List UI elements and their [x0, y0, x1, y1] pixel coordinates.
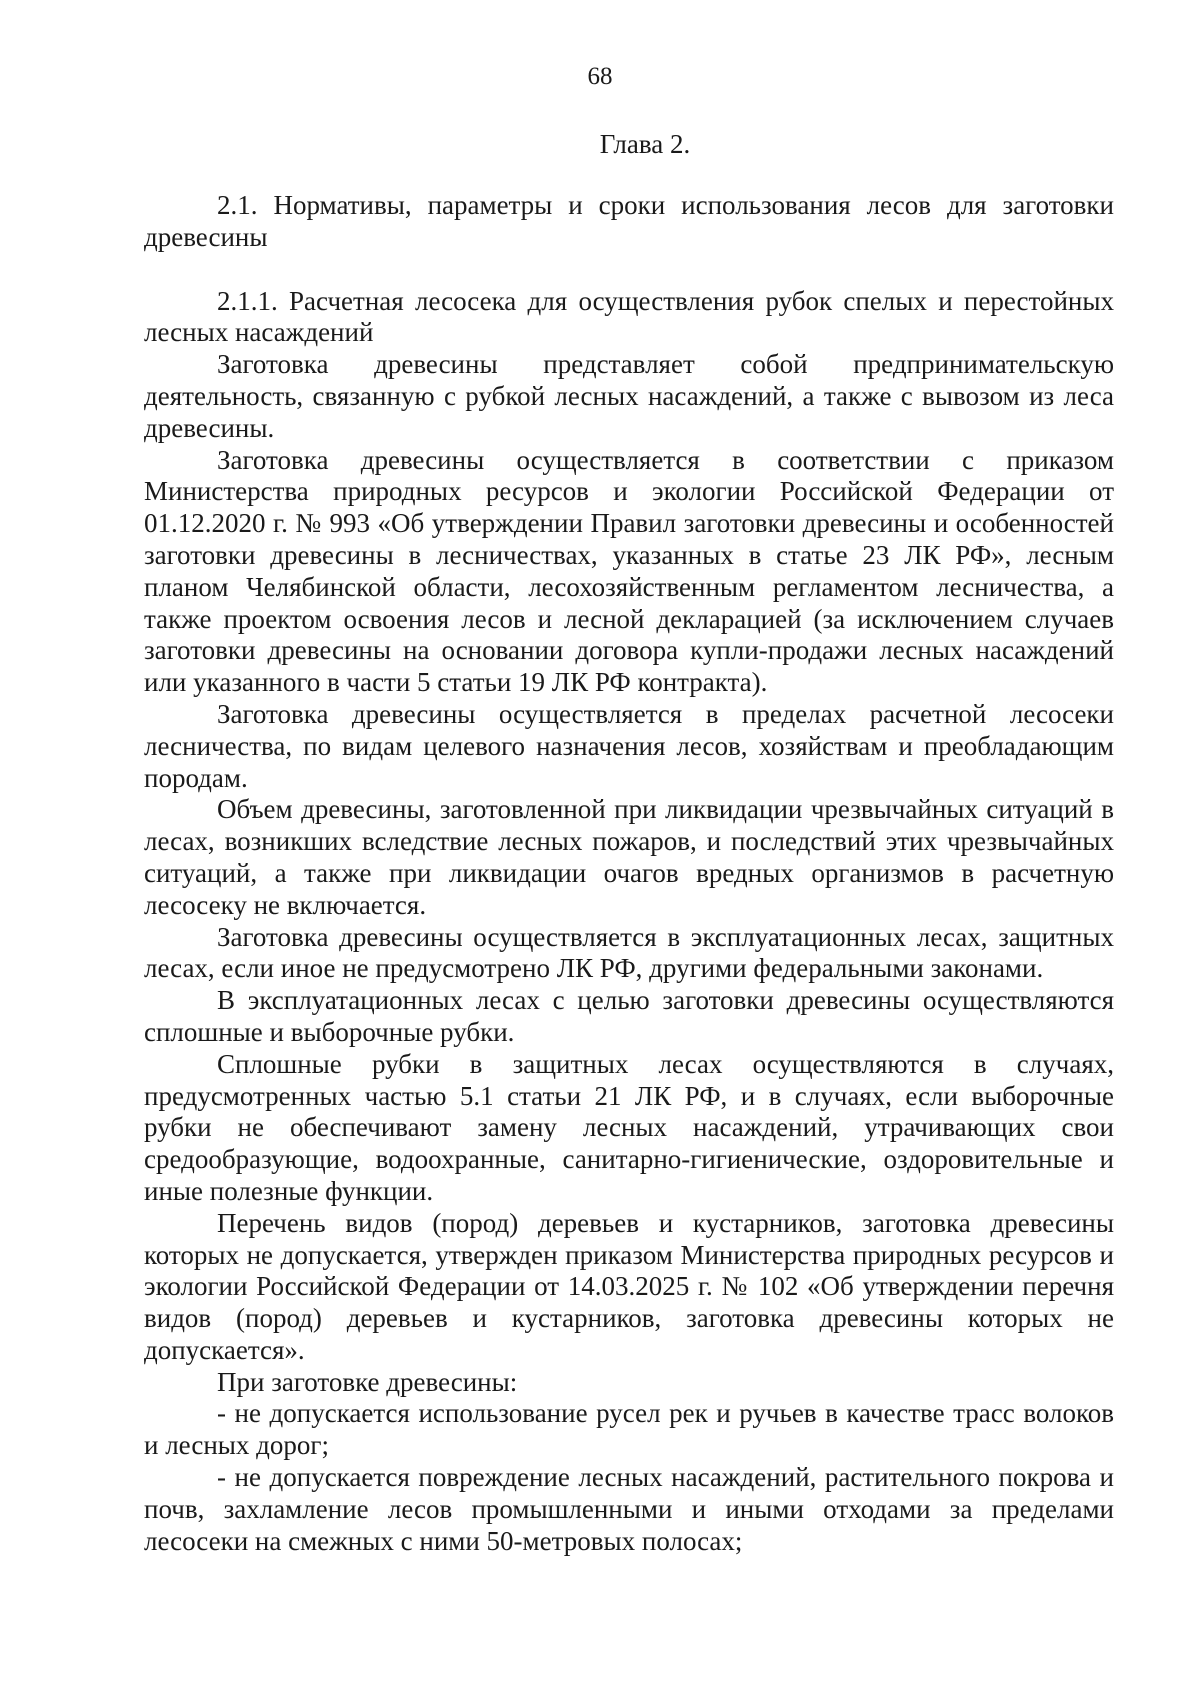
paragraph: Перечень видов (пород) деревьев и кустарников, заготовка древесины которых не допускается, утвержден приказом Министерства природных ресурсов и экологии Российской Федерации от 14.03.2025 г. № 102 «Об утверждении перечня видов (пород) деревьев и кустарников, заготовка древесины которых не допускается».: [144, 1207, 1114, 1365]
section-heading: 2.1. Нормативы, параметры и сроки использования лесов для заготовки древесины: [144, 190, 1114, 252]
list-item: - не допускается использование русел рек и ручьев в качестве трасс волоков и лесных дорог;: [144, 1398, 1114, 1461]
chapter-title: Глава 2.: [599, 129, 691, 159]
paragraph: Заготовка древесины осуществляется в эксплуатационных лесах, защитных лесах, если иное не предусмотрено ЛК РФ, другими федеральными законами.: [144, 921, 1114, 984]
paragraph: В эксплуатационных лесах с целью заготовки древесины осуществляются сплошные и выборочные рубки.: [144, 985, 1114, 1047]
page-number: 68: [587, 63, 613, 90]
paragraph: Заготовка древесины осуществляется в пределах расчетной лесосеки лесничества, по видам целевого назначения лесов, хозяйствам и преобладающим породам.: [144, 698, 1114, 793]
paragraph: Заготовка древесины представляет собой предпринимательскую деятельность, связанную с рубкой лесных насаждений, а также с вывозом из леса древесины.: [144, 349, 1114, 443]
list-item: - не допускается повреждение лесных насаждений, растительного покрова и почв, захламление лесов промышленными и иными отходами за пределами лесосеки на смежных с ними 50-метровых полосах;: [144, 1462, 1114, 1556]
paragraph: При заготовке древесины:: [217, 1366, 518, 1397]
paragraph: Заготовка древесины осуществляется в соответствии с приказом Министерства природных ресурсов и экологии Российской Федерации от 01.12.2020 г. № 993 «Об утверждении Правил заготовки древесины и особенностей заготовки древесины в лесничествах, указанных в статье 23 ЛК РФ», лесным планом Челябинской области, лесохозяйственным регламентом лесничества, а также проектом освоения лесов и лесной декларацией (за исключением случаев заготовки древесины на основании договора купли-продажи лесных насаждений или указанного в части 5 статьи 19 ЛК РФ контракта).: [144, 444, 1114, 698]
subsection-heading: 2.1.1. Расчетная лесосека для осуществления рубок спелых и перестойных лесных насаждений: [144, 285, 1114, 348]
paragraph: Сплошные рубки в защитных лесах осуществляются в случаях, предусмотренных частью 5.1 статьи 21 ЛК РФ, и в случаях, если выборочные рубки не обеспечивают замену лесных насаждений, утрачивающих свои средообразующие, водоохранные, санитарно-гигиенические, оздоровительные и иные полезные функции.: [144, 1048, 1114, 1206]
paragraph: Объем древесины, заготовленной при ликвидации чрезвычайных ситуаций в лесах, возникших вследствие лесных пожаров, и последствий этих чрезвычайных ситуаций, а также при ликвидации очагов вредных организмов в расчетную лесосеку не включается.: [144, 794, 1114, 920]
document-body: [144, 190, 1114, 1557]
